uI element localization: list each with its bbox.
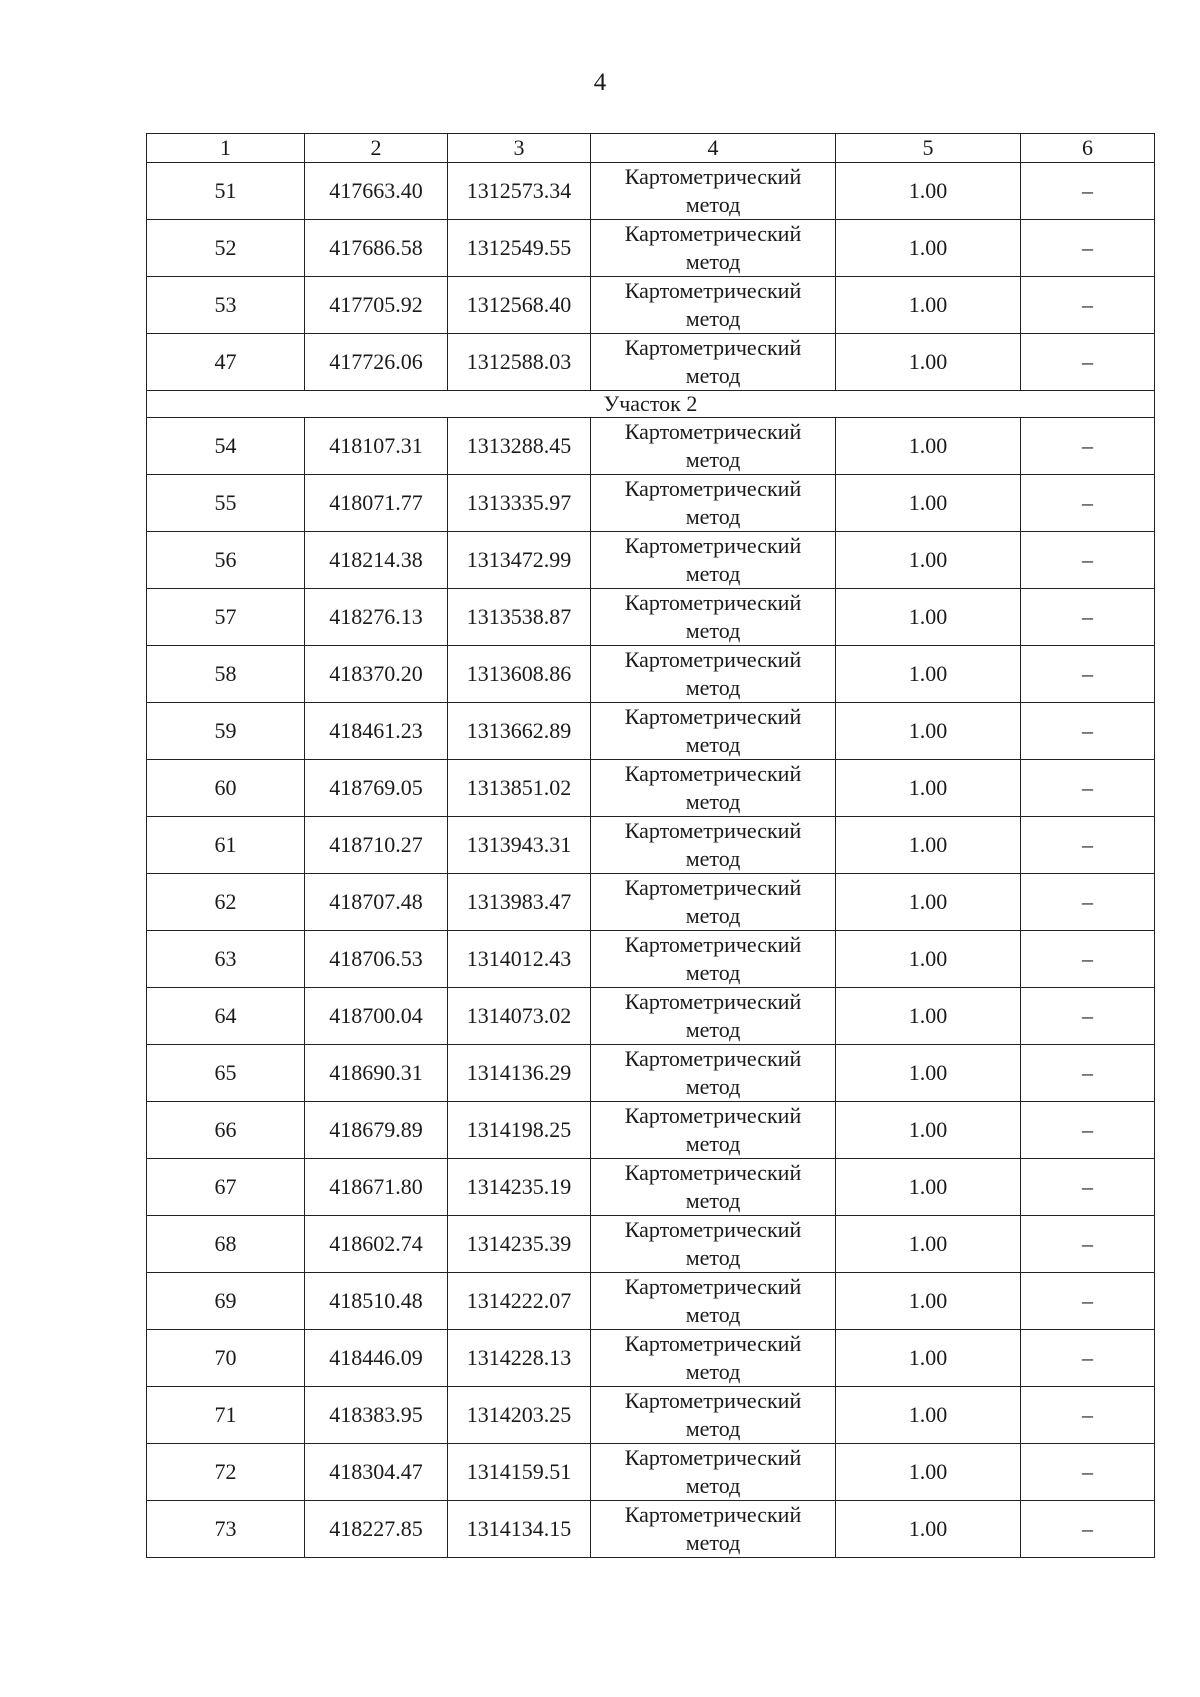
y-coordinate-cell: 1313608.86 [448,646,591,703]
point-number-cell: 71 [147,1387,305,1444]
accuracy-cell: 1.00 [836,1159,1021,1216]
x-coordinate-cell: 418276.13 [305,589,448,646]
note-cell: – [1021,760,1155,817]
point-number-cell: 53 [147,277,305,334]
accuracy-cell: 1.00 [836,874,1021,931]
x-coordinate-cell: 418690.31 [305,1045,448,1102]
point-number-cell: 70 [147,1330,305,1387]
table-row [147,874,1155,931]
method-cell: Картометрический метод [591,277,836,334]
accuracy-cell: 1.00 [836,988,1021,1045]
accuracy-cell: 1.00 [836,646,1021,703]
accuracy-cell: 1.00 [836,418,1021,475]
note-cell: – [1021,277,1155,334]
column-header: 1 [147,134,305,163]
accuracy-cell: 1.00 [836,163,1021,220]
method-cell: Картометрический метод [591,817,836,874]
note-cell: – [1021,1102,1155,1159]
table-row [147,418,1155,475]
method-cell: Картометрический метод [591,931,836,988]
point-number-cell: 73 [147,1501,305,1558]
method-cell: Картометрический метод [591,760,836,817]
table-row [147,1273,1155,1330]
x-coordinate-cell: 418370.20 [305,646,448,703]
table-row [147,1330,1155,1387]
x-coordinate-cell: 418446.09 [305,1330,448,1387]
y-coordinate-cell: 1313288.45 [448,418,591,475]
method-cell: Картометрический метод [591,163,836,220]
x-coordinate-cell: 418602.74 [305,1216,448,1273]
note-cell: – [1021,817,1155,874]
accuracy-cell: 1.00 [836,1045,1021,1102]
point-number-cell: 57 [147,589,305,646]
note-cell: – [1021,874,1155,931]
accuracy-cell: 1.00 [836,220,1021,277]
method-cell: Картометрический метод [591,1273,836,1330]
note-cell: – [1021,1273,1155,1330]
point-number-cell: 64 [147,988,305,1045]
x-coordinate-cell: 418510.48 [305,1273,448,1330]
accuracy-cell: 1.00 [836,1387,1021,1444]
table-row [147,988,1155,1045]
x-coordinate-cell: 417686.58 [305,220,448,277]
method-cell: Картометрический метод [591,334,836,391]
y-coordinate-cell: 1313335.97 [448,475,591,532]
x-coordinate-cell: 418107.31 [305,418,448,475]
table-row [147,1387,1155,1444]
accuracy-cell: 1.00 [836,1444,1021,1501]
y-coordinate-cell: 1314134.15 [448,1501,591,1558]
point-number-cell: 59 [147,703,305,760]
y-coordinate-cell: 1313851.02 [448,760,591,817]
note-cell: – [1021,418,1155,475]
x-coordinate-cell: 417663.40 [305,163,448,220]
y-coordinate-cell: 1314222.07 [448,1273,591,1330]
point-number-cell: 51 [147,163,305,220]
note-cell: – [1021,703,1155,760]
point-number-cell: 63 [147,931,305,988]
method-cell: Картометрический метод [591,532,836,589]
accuracy-cell: 1.00 [836,334,1021,391]
column-header: 3 [448,134,591,163]
accuracy-cell: 1.00 [836,1273,1021,1330]
column-header: 5 [836,134,1021,163]
x-coordinate-cell: 418227.85 [305,1501,448,1558]
method-cell: Картометрический метод [591,1444,836,1501]
method-cell: Картометрический метод [591,1387,836,1444]
method-cell: Картометрический метод [591,646,836,703]
table-row [147,163,1155,220]
method-cell: Картометрический метод [591,1045,836,1102]
method-cell: Картометрический метод [591,1216,836,1273]
note-cell: – [1021,1159,1155,1216]
table-row [147,646,1155,703]
table-row [147,1102,1155,1159]
column-header: 6 [1021,134,1155,163]
method-cell: Картометрический метод [591,703,836,760]
page-number: 4 [593,69,607,96]
y-coordinate-cell: 1312568.40 [448,277,591,334]
point-number-cell: 58 [147,646,305,703]
point-number-cell: 68 [147,1216,305,1273]
method-cell: Картометрический метод [591,220,836,277]
y-coordinate-cell: 1313662.89 [448,703,591,760]
note-cell: – [1021,220,1155,277]
y-coordinate-cell: 1314198.25 [448,1102,591,1159]
y-coordinate-cell: 1314012.43 [448,931,591,988]
x-coordinate-cell: 418671.80 [305,1159,448,1216]
note-cell: – [1021,646,1155,703]
note-cell: – [1021,1216,1155,1273]
accuracy-cell: 1.00 [836,589,1021,646]
table-row [147,589,1155,646]
y-coordinate-cell: 1314136.29 [448,1045,591,1102]
section-row [147,391,1155,418]
accuracy-cell: 1.00 [836,475,1021,532]
table-row [147,1159,1155,1216]
y-coordinate-cell: 1313472.99 [448,532,591,589]
point-number-cell: 66 [147,1102,305,1159]
point-number-cell: 54 [147,418,305,475]
method-cell: Картометрический метод [591,874,836,931]
point-number-cell: 72 [147,1444,305,1501]
note-cell: – [1021,589,1155,646]
x-coordinate-cell: 418707.48 [305,874,448,931]
table-row [147,1045,1155,1102]
table-row [147,1444,1155,1501]
note-cell: – [1021,1387,1155,1444]
y-coordinate-cell: 1314235.19 [448,1159,591,1216]
table-row [147,277,1155,334]
point-number-cell: 52 [147,220,305,277]
method-cell: Картометрический метод [591,1102,836,1159]
table-row [147,475,1155,532]
note-cell: – [1021,163,1155,220]
x-coordinate-cell: 418461.23 [305,703,448,760]
accuracy-cell: 1.00 [836,1330,1021,1387]
note-cell: – [1021,1444,1155,1501]
method-cell: Картометрический метод [591,475,836,532]
method-cell: Картометрический метод [591,1159,836,1216]
x-coordinate-cell: 417705.92 [305,277,448,334]
point-number-cell: 47 [147,334,305,391]
y-coordinate-cell: 1314235.39 [448,1216,591,1273]
table-row [147,760,1155,817]
table-row [147,334,1155,391]
table-row [147,1216,1155,1273]
method-cell: Картометрический метод [591,988,836,1045]
y-coordinate-cell: 1314228.13 [448,1330,591,1387]
table-body [147,134,1155,1558]
note-cell: – [1021,1501,1155,1558]
accuracy-cell: 1.00 [836,1216,1021,1273]
note-cell: – [1021,1045,1155,1102]
x-coordinate-cell: 418679.89 [305,1102,448,1159]
x-coordinate-cell: 418214.38 [305,532,448,589]
accuracy-cell: 1.00 [836,532,1021,589]
header-row [147,134,1155,163]
x-coordinate-cell: 418700.04 [305,988,448,1045]
point-number-cell: 61 [147,817,305,874]
method-cell: Картометрический метод [591,1501,836,1558]
point-number-cell: 55 [147,475,305,532]
column-header: 2 [305,134,448,163]
point-number-cell: 60 [147,760,305,817]
point-number-cell: 69 [147,1273,305,1330]
column-header: 4 [591,134,836,163]
point-number-cell: 67 [147,1159,305,1216]
method-cell: Картометрический метод [591,418,836,475]
y-coordinate-cell: 1314159.51 [448,1444,591,1501]
note-cell: – [1021,475,1155,532]
x-coordinate-cell: 417726.06 [305,334,448,391]
note-cell: – [1021,334,1155,391]
table-row [147,1501,1155,1558]
accuracy-cell: 1.00 [836,1501,1021,1558]
coordinates-table [146,133,1155,1558]
point-number-cell: 56 [147,532,305,589]
y-coordinate-cell: 1312549.55 [448,220,591,277]
table-row [147,931,1155,988]
accuracy-cell: 1.00 [836,760,1021,817]
accuracy-cell: 1.00 [836,277,1021,334]
y-coordinate-cell: 1314203.25 [448,1387,591,1444]
table-row [147,817,1155,874]
x-coordinate-cell: 418304.47 [305,1444,448,1501]
x-coordinate-cell: 418710.27 [305,817,448,874]
table-row [147,703,1155,760]
method-cell: Картометрический метод [591,589,836,646]
y-coordinate-cell: 1313943.31 [448,817,591,874]
y-coordinate-cell: 1313983.47 [448,874,591,931]
note-cell: – [1021,532,1155,589]
note-cell: – [1021,988,1155,1045]
table-row [147,220,1155,277]
y-coordinate-cell: 1314073.02 [448,988,591,1045]
y-coordinate-cell: 1312573.34 [448,163,591,220]
y-coordinate-cell: 1313538.87 [448,589,591,646]
section-title: Участок 2 [147,391,1155,418]
note-cell: – [1021,931,1155,988]
x-coordinate-cell: 418071.77 [305,475,448,532]
x-coordinate-cell: 418706.53 [305,931,448,988]
method-cell: Картометрический метод [591,1330,836,1387]
x-coordinate-cell: 418769.05 [305,760,448,817]
x-coordinate-cell: 418383.95 [305,1387,448,1444]
table-row [147,532,1155,589]
accuracy-cell: 1.00 [836,1102,1021,1159]
accuracy-cell: 1.00 [836,703,1021,760]
accuracy-cell: 1.00 [836,931,1021,988]
point-number-cell: 65 [147,1045,305,1102]
point-number-cell: 62 [147,874,305,931]
note-cell: – [1021,1330,1155,1387]
y-coordinate-cell: 1312588.03 [448,334,591,391]
accuracy-cell: 1.00 [836,817,1021,874]
